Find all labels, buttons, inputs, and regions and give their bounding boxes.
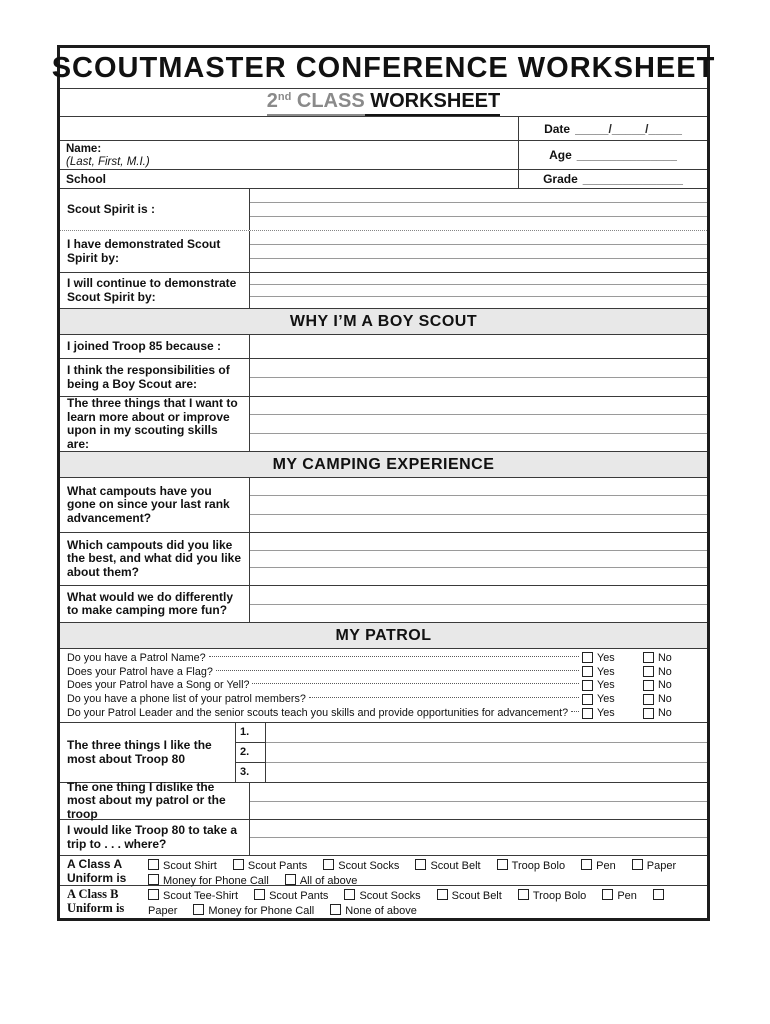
no-checkbox[interactable]: No <box>643 679 681 691</box>
name-cell[interactable] <box>60 141 519 169</box>
age-cell <box>519 141 707 169</box>
checkbox-icon[interactable] <box>582 652 593 663</box>
name-label: Name: <box>66 143 102 155</box>
date-row <box>60 117 707 141</box>
no-checkbox[interactable]: No <box>643 707 681 719</box>
dot-leader <box>252 683 579 684</box>
date-label: Date <box>544 121 571 136</box>
checkbox-icon[interactable] <box>582 708 593 719</box>
number-column <box>236 723 266 782</box>
checkbox-icon[interactable] <box>582 666 593 677</box>
question-label: I will continue to demonstrate Scout Spirit by: <box>60 273 250 308</box>
three-things-row <box>60 723 707 783</box>
learn-improve-row <box>60 397 707 452</box>
subtitle-worksheet-part: WORKSHEET <box>365 90 501 116</box>
answer-area[interactable] <box>250 783 707 819</box>
uniform-option: Scout Belt <box>437 890 502 902</box>
patrol-question-row <box>67 679 681 693</box>
age-label: Age <box>549 148 572 162</box>
uniform-option: Scout Tee-Shirt <box>148 890 238 902</box>
date-row-empty-cell <box>60 117 519 140</box>
class-a-options <box>148 856 707 885</box>
uniform-option: Pen <box>581 860 616 872</box>
patrol-questions-block <box>60 649 707 723</box>
no-checkbox[interactable]: No <box>643 693 681 705</box>
item-number: 3. <box>240 766 250 778</box>
subtitle-row <box>60 89 707 117</box>
no-checkbox[interactable]: No <box>643 666 681 678</box>
grade-blank[interactable]: _______________ <box>582 172 683 186</box>
dot-leader <box>571 711 579 712</box>
checkbox-icon[interactable] <box>193 904 204 915</box>
continue-spirit-row <box>60 273 707 309</box>
checkbox-icon[interactable] <box>581 859 592 870</box>
patrol-question: Does your Patrol have a Flag? <box>67 665 213 678</box>
question-label: What would we do differently to make camping more fun? <box>60 586 250 622</box>
answer-area[interactable] <box>250 231 707 272</box>
checkbox-icon[interactable] <box>632 859 643 870</box>
campouts-gone-row <box>60 478 707 533</box>
demonstrated-spirit-row <box>60 231 707 273</box>
worksheet-form <box>51 45 716 921</box>
answer-area[interactable] <box>250 478 707 532</box>
grade-cell <box>519 170 707 188</box>
question-label: The three things I like the most about Troop 80 <box>60 723 236 782</box>
uniform-option: None of above <box>330 905 417 917</box>
question-label: I have demonstrated Scout Spirit by: <box>60 231 250 272</box>
checkbox-icon[interactable] <box>643 666 654 677</box>
name-format-hint: (Last, First, M.I.) <box>66 155 150 168</box>
checkbox-icon[interactable] <box>148 889 159 900</box>
checkbox-icon[interactable] <box>415 859 426 870</box>
answer-area[interactable] <box>250 820 707 855</box>
date-blank[interactable]: _____/_____/_____ <box>575 121 682 136</box>
answer-area[interactable] <box>250 586 707 622</box>
checkbox-icon[interactable] <box>344 889 355 900</box>
question-label: I think the responsibilities of being a Boy Scout are: <box>60 359 250 396</box>
uniform-option: Scout Pants <box>254 890 328 902</box>
name-row <box>60 141 707 170</box>
section-camping-experience: MY CAMPING EXPERIENCE <box>60 452 707 478</box>
checkbox-icon[interactable] <box>653 889 664 900</box>
uniform-option: Paper <box>632 860 676 872</box>
checkbox-icon[interactable] <box>643 680 654 691</box>
question-label: Which campouts did you like the best, and what did you like about them? <box>60 533 250 585</box>
dislike-row <box>60 779 707 821</box>
uniform-option: Money for Phone Call <box>148 875 269 887</box>
question-label: What campouts have you gone on since your last rank advancement? <box>60 478 250 532</box>
uniform-option: Troop Bolo <box>497 860 565 872</box>
question-label: I joined Troop 85 because : <box>60 335 250 358</box>
class-a-uniform-row <box>60 856 707 886</box>
responsibilities-row <box>60 359 707 397</box>
page-title: SCOUTMASTER CONFERENCE WORKSHEET <box>51 51 716 84</box>
class-a-label: A Class A Uniform is <box>67 857 127 885</box>
checkbox-icon[interactable] <box>233 859 244 870</box>
date-cell <box>519 117 707 140</box>
checkbox-icon[interactable] <box>148 859 159 870</box>
patrol-question-row <box>67 665 681 679</box>
checkbox-icon[interactable] <box>323 859 334 870</box>
question-label: The three things that I want to learn more about or improve upon in my scouting skills are: <box>60 397 250 451</box>
ordinal-superscript: nd <box>277 90 292 103</box>
checkbox-icon[interactable] <box>497 859 508 870</box>
answer-area[interactable] <box>266 723 707 782</box>
patrol-question: Do you have a Patrol Name? <box>67 651 206 664</box>
dot-leader <box>309 697 579 698</box>
yes-checkbox[interactable]: Yes <box>582 679 628 691</box>
uniform-option: Scout Socks <box>323 860 399 872</box>
yes-checkbox[interactable]: Yes <box>582 666 628 678</box>
yes-checkbox[interactable]: Yes <box>582 652 628 664</box>
patrol-question-row <box>67 651 681 665</box>
school-row <box>60 170 707 189</box>
school-cell[interactable]: School <box>60 170 519 188</box>
question-label: I would like Troop 80 to take a trip to . . . where? <box>60 820 250 855</box>
dot-leader <box>209 656 579 657</box>
class-b-label: A Class B Uniform is <box>67 887 125 915</box>
checkbox-icon[interactable] <box>437 889 448 900</box>
uniform-option: Scout Socks <box>344 890 420 902</box>
trip-row <box>60 820 707 856</box>
item-number: 2. <box>236 743 265 763</box>
uniform-option: Scout Pants <box>233 860 307 872</box>
class-b-uniform-row <box>60 886 707 918</box>
campouts-liked-row <box>60 533 707 586</box>
checkbox-icon[interactable] <box>518 889 529 900</box>
uniform-option: Money for Phone Call <box>193 905 314 917</box>
section-why-boy-scout: WHY I’M A BOY SCOUT <box>60 309 707 335</box>
answer-area[interactable] <box>250 335 707 358</box>
scout-spirit-row <box>60 189 707 231</box>
title-row <box>51 48 716 89</box>
checkbox-icon[interactable] <box>330 904 341 915</box>
uniform-option: Paper <box>148 890 668 917</box>
patrol-question-row <box>67 692 681 706</box>
patrol-question: Do your Patrol Leader and the senior scouts teach you skills and provide opportunities for advancement? <box>67 707 569 720</box>
question-label: Scout Spirit is : <box>60 189 250 230</box>
patrol-question-row <box>67 706 681 720</box>
uniform-option: Pen <box>602 890 637 902</box>
camping-more-fun-row <box>60 586 707 623</box>
answer-area[interactable] <box>250 533 707 585</box>
checkbox-icon[interactable] <box>285 874 296 885</box>
answer-area[interactable] <box>250 273 707 308</box>
checkbox-icon[interactable] <box>643 652 654 663</box>
answer-area[interactable] <box>250 359 707 396</box>
uniform-option: All of above <box>285 875 357 887</box>
age-blank[interactable]: _______________ <box>576 148 677 162</box>
yes-checkbox[interactable]: Yes <box>582 693 628 705</box>
uniform-option: Scout Belt <box>415 860 480 872</box>
answer-area[interactable] <box>250 189 707 230</box>
dot-leader <box>216 670 579 671</box>
joined-troop-row <box>60 335 707 359</box>
subtitle-class-part: 2nd CLASS <box>267 90 365 116</box>
item-number: 1. <box>236 723 265 743</box>
uniform-option: Scout Shirt <box>148 860 217 872</box>
class-b-options <box>148 886 707 918</box>
grade-label: Grade <box>543 172 578 186</box>
patrol-question: Do you have a phone list of your patrol members? <box>67 693 306 706</box>
checkbox-icon[interactable] <box>254 889 265 900</box>
checkbox-icon[interactable] <box>148 874 159 885</box>
checkbox-icon[interactable] <box>582 680 593 691</box>
question-label: The one thing I dislike the most about my patrol or the troop <box>60 783 250 819</box>
section-my-patrol: MY PATROL <box>60 623 707 649</box>
patrol-question: Does your Patrol have a Song or Yell? <box>67 679 250 692</box>
checkbox-icon[interactable] <box>643 694 654 705</box>
yes-checkbox[interactable]: Yes <box>582 707 628 719</box>
checkbox-icon[interactable] <box>602 889 613 900</box>
checkbox-icon[interactable] <box>643 708 654 719</box>
uniform-option: Troop Bolo <box>518 890 586 902</box>
checkbox-icon[interactable] <box>582 694 593 705</box>
no-checkbox[interactable]: No <box>643 652 681 664</box>
answer-area[interactable] <box>250 397 707 451</box>
